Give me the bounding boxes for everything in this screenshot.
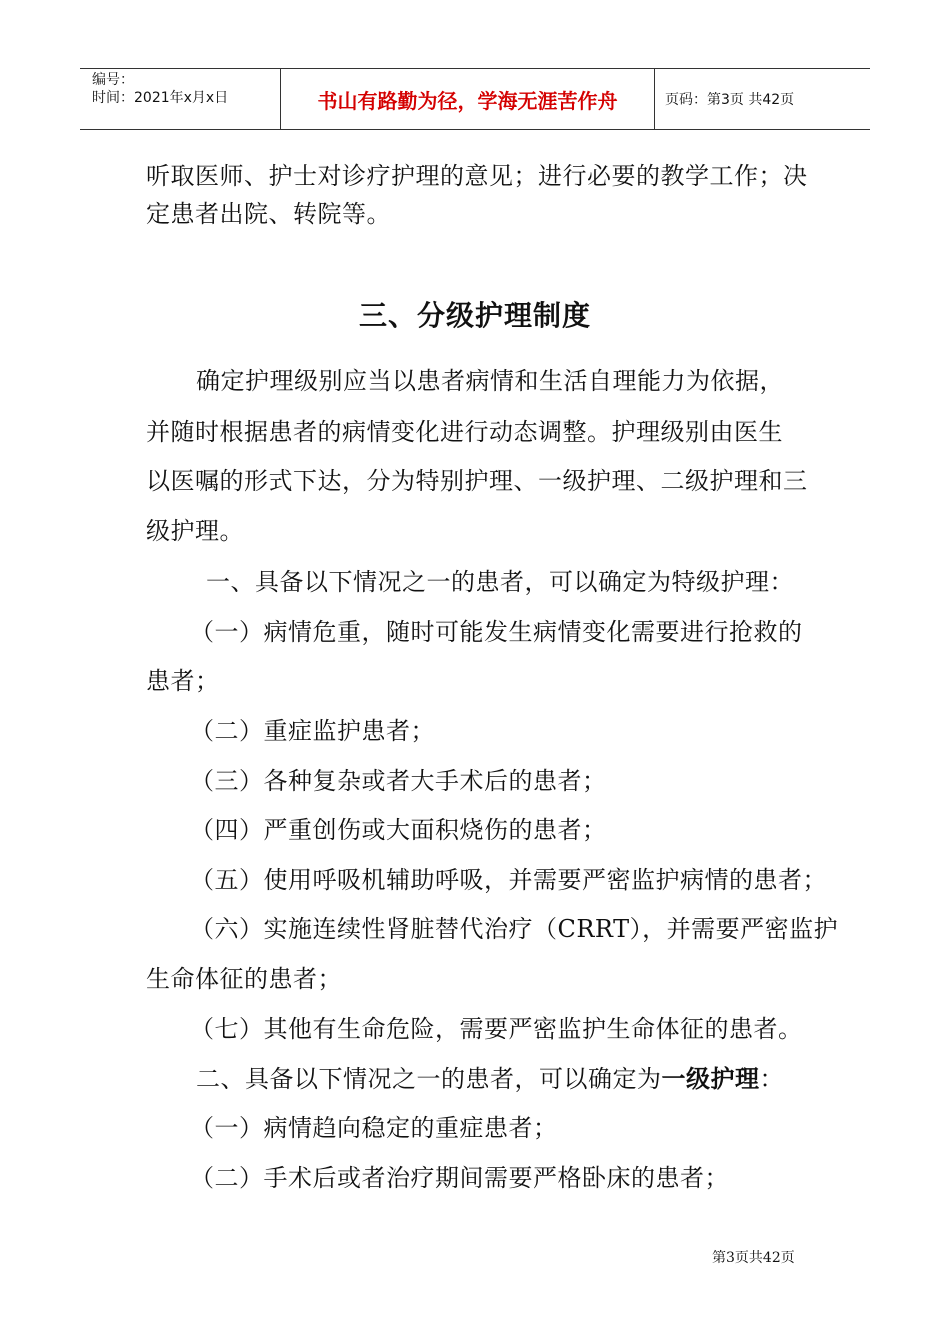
list-item: （五）使用呼吸机辅助呼吸，并需要严密监护病情的患者； bbox=[190, 866, 827, 894]
header-motto: 书山有路勤为径，学海无涯苦作舟 bbox=[281, 69, 655, 129]
sentence-end: ： bbox=[759, 1065, 784, 1093]
paragraph-line: 定患者出院、转院等。 bbox=[146, 200, 391, 228]
paragraph-line: 患者； bbox=[146, 667, 220, 695]
paragraph-line: 级护理。 bbox=[146, 517, 244, 545]
list-item: （一）病情危重，随时可能发生病情变化需要进行抢救的 bbox=[190, 618, 803, 646]
list-item: （六）实施连续性肾脏替代治疗（CRRT），并需要严密监护 bbox=[190, 915, 839, 943]
paragraph-line: 确定护理级别应当以患者病情和生活自理能力为依据， bbox=[196, 367, 784, 395]
paragraph-line bbox=[196, 1064, 784, 1094]
list-item: （三）各种复杂或者大手术后的患者； bbox=[190, 767, 607, 795]
header-page-number: 页码：第3页 共42页 bbox=[665, 92, 795, 108]
section-title: 三、分级护理制度 bbox=[358, 299, 591, 332]
paragraph-line: 生命体征的患者； bbox=[146, 965, 342, 993]
list-item: （一）病情趋向稳定的重症患者； bbox=[190, 1114, 558, 1142]
paragraph-line: 听取医师、护士对诊疗护理的意见；进行必要的教学工作；决 bbox=[146, 162, 808, 190]
list-item: （二）手术后或者治疗期间需要严格卧床的患者； bbox=[190, 1164, 729, 1192]
paragraph-line: 以医嘱的形式下达，分为特别护理、一级护理、二级护理和三 bbox=[146, 467, 808, 495]
header-meta bbox=[80, 69, 281, 129]
paragraph-line: 并随时根据患者的病情变化进行动态调整。护理级别由医生 bbox=[146, 418, 783, 446]
bold-term: 一级护理 bbox=[661, 1065, 760, 1093]
sentence-text: 二、具备以下情况之一的患者，可以确定为 bbox=[196, 1065, 662, 1093]
document-date: 时间：2021年x月x日 bbox=[92, 90, 229, 106]
list-item: （七）其他有生命危险，需要严密监护生命体征的患者。 bbox=[190, 1015, 803, 1043]
document-number-label: 编号： bbox=[92, 72, 134, 88]
footer-page-number: 第3页共42页 bbox=[712, 1250, 795, 1266]
paragraph-line: 一、具备以下情况之一的患者，可以确定为特级护理： bbox=[206, 568, 794, 596]
list-item: （二）重症监护患者； bbox=[190, 717, 435, 745]
list-item: （四）严重创伤或大面积烧伤的患者； bbox=[190, 816, 607, 844]
page-header bbox=[80, 68, 870, 130]
